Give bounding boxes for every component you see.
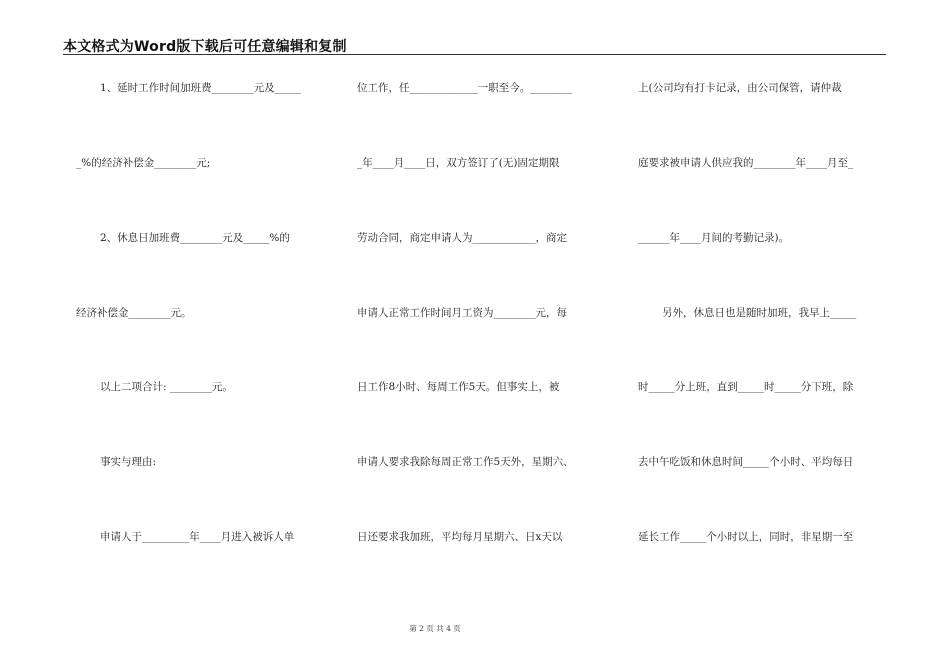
- text-line: 申请人于_________年____月进入被诉人单: [100, 531, 295, 543]
- text-line: 位工作，任_____________一职至今。________: [357, 82, 573, 94]
- text-line: 上(公司均有打卡记录，由公司保管，请仲裁: [638, 82, 842, 94]
- text-line: 申请人要求我除每周正常工作5天外，星期六、: [357, 456, 574, 468]
- text-line: 劳动合同，商定申请人为____________，商定: [357, 232, 567, 244]
- text-line: 1、延时工作时间加班费________元及_____: [100, 82, 301, 94]
- text-line: 时_____分上班，直到_____时_____分下班，除: [638, 381, 854, 393]
- header-divider: [63, 54, 886, 55]
- text-line: 申请人正常工作时间月工资为________元，每: [357, 307, 567, 319]
- text-line: 日工作8小时、每周工作5天。但事实上，被: [357, 381, 560, 393]
- text-line: _年____月____日，双方签订了(无)固定期限: [357, 157, 560, 169]
- text-line: 事实与理由:: [100, 456, 157, 468]
- text-line: ______年____月间的考勤记录)。: [638, 232, 790, 244]
- text-line: _%的经济补偿金________元;: [76, 157, 211, 169]
- page-header-title: 本文格式为Word版下载后可任意编辑和复制: [63, 39, 347, 55]
- text-line: 去中午吃饭和休息时间_____个小时、平均每日: [638, 456, 854, 468]
- text-line: 以上二项合计: ________元。: [100, 381, 233, 393]
- text-line: 经济补偿金________元。: [76, 307, 192, 319]
- page-number-footer: 第 2 页 共 4 页: [409, 624, 461, 633]
- text-line: 日还要求我加班，平均每月星期六、日x天以: [357, 531, 563, 543]
- text-line: 另外，休息日也是随时加班，我早上_____: [662, 307, 857, 319]
- text-line: 延长工作_____个小时以上，同时，非星期一至: [638, 531, 854, 543]
- text-line: 庭要求被申请人供应我的________年____月至_: [638, 157, 854, 169]
- text-line: 2、休息日加班费________元及_____%的: [100, 232, 290, 244]
